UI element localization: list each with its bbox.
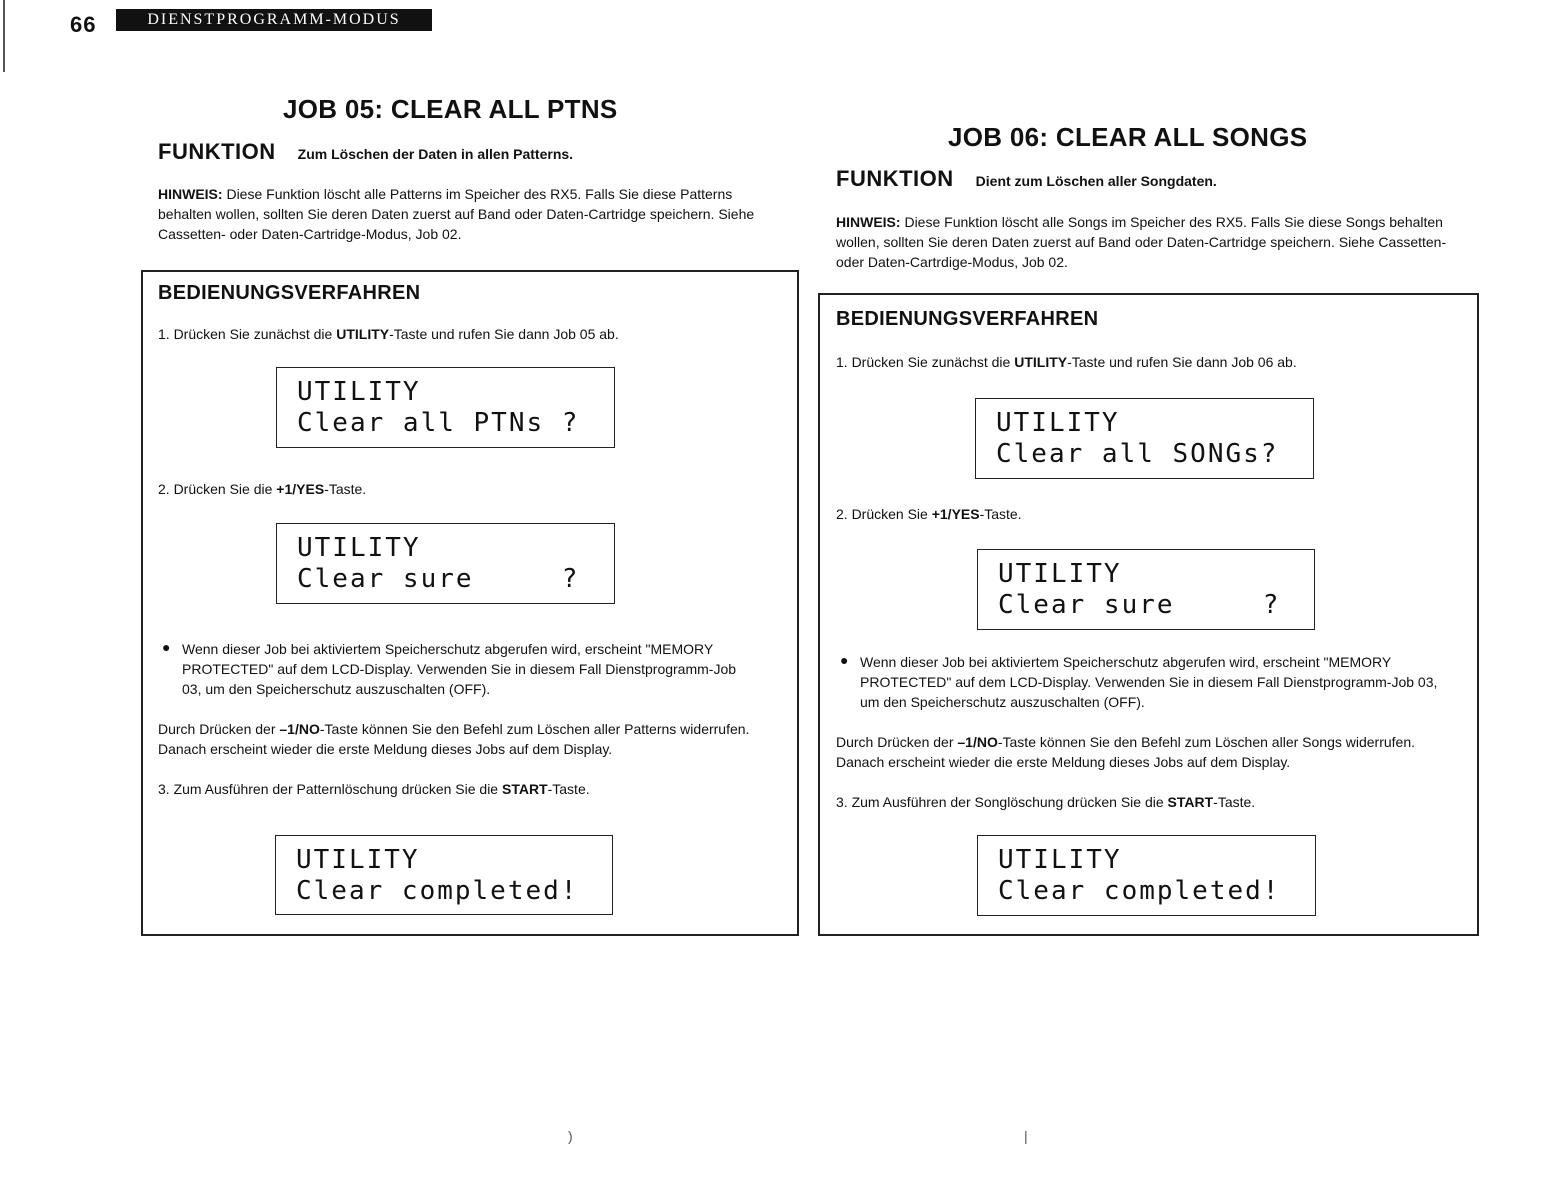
key-name: –1/NO	[279, 721, 320, 737]
note-text: -Taste können Sie den Befehl zum Löschen aller Patterns widerrufen. Danach erscheint wieder die erste Meldung dieses Jobs auf dem Display.	[158, 721, 750, 757]
key-name: START	[501, 781, 548, 797]
key-name: START	[1167, 794, 1214, 810]
job-06-lcd-2	[977, 549, 1315, 630]
funktion-label: FUNKTION	[836, 166, 954, 191]
key-name: +1/YES	[276, 481, 325, 497]
hinweis-label: HINWEIS:	[158, 186, 223, 202]
key-name: UTILITY	[1014, 354, 1068, 370]
step-text: 1. Drücken Sie zunächst die	[836, 354, 1015, 370]
key-name: +1/YES	[931, 506, 980, 522]
bullet-icon: ●	[162, 639, 171, 655]
lcd-line-2: Clear completed!	[296, 876, 579, 906]
section-header	[116, 9, 432, 31]
lcd-line-1: UTILITY	[998, 559, 1122, 589]
lcd-line-2: Clear all PTNs ?	[297, 408, 580, 438]
job-05-step-1	[158, 324, 619, 344]
lcd-line-1: UTILITY	[297, 377, 421, 407]
section-header-label: DIENSTPROGRAMM-MODUS	[147, 11, 401, 28]
job-06-step-1	[836, 352, 1297, 372]
note-text: Durch Drücken der	[158, 721, 280, 737]
job-06-hinweis	[836, 212, 1461, 272]
key-name: UTILITY	[336, 326, 390, 342]
job-05-title: JOB 05: CLEAR ALL PTNS	[283, 94, 618, 124]
job-05-cancel-note	[158, 719, 776, 759]
job-05-procedure-title: BEDIENUNGSVERFAHREN	[158, 282, 421, 304]
step-text: -Taste.	[979, 506, 1022, 522]
page-edge-rule	[3, 0, 5, 72]
step-text: 2. Drücken Sie die	[158, 481, 277, 497]
job-05-memory-note: Wenn dieser Job bei aktiviertem Speicherschutz abgerufen wird, erscheint "MEMORY PROTECTED" auf dem LCD-Display. Verwenden Sie in diesem Fall Dienstprogramm-Job 03, um den Speicherschutz auszuschalten (OFF).	[182, 641, 737, 697]
lcd-line-2: Clear all SONGs?	[996, 439, 1279, 469]
hinweis-text: Diese Funktion löscht alle Songs im Speicher des RX5. Falls Sie diese Songs behalten wollen, sollten Sie deren Daten zuerst auf Band oder Daten-Cartridge speichern. Siehe Cassetten- oder Daten-Cartrdige-Modus, Job 02.	[836, 214, 1447, 270]
lcd-line-1: UTILITY	[297, 533, 421, 563]
step-text: -Taste.	[324, 481, 367, 497]
job-05-lcd-2	[276, 523, 615, 604]
job-06-cancel-note	[836, 732, 1461, 772]
job-05-lcd-1	[276, 367, 615, 448]
step-text: 2. Drücken Sie	[836, 506, 932, 522]
note-text: -Taste können Sie den Befehl zum Löschen aller Songs widerrufen. Danach erscheint wieder die erste Meldung dieses Jobs auf dem Display.	[836, 734, 1415, 770]
step-text: -Taste und rufen Sie dann Job 06 ab.	[1067, 354, 1297, 370]
lcd-line-1: UTILITY	[996, 408, 1120, 438]
job-06-lcd-3	[977, 835, 1316, 916]
job-05-funktion-row	[158, 139, 573, 165]
funktion-description: Zum Löschen der Daten in allen Patterns.	[297, 146, 574, 162]
key-name: –1/NO	[957, 734, 998, 750]
job-06-lcd-1	[975, 398, 1314, 479]
step-text: 3. Zum Ausführen der Patternlöschung drücken Sie die	[158, 781, 502, 797]
job-05-step-3	[158, 779, 590, 799]
funktion-label: FUNKTION	[158, 139, 276, 164]
job-05-lcd-3	[275, 835, 613, 915]
step-text: -Taste.	[1213, 794, 1256, 810]
job-05-step-2	[158, 479, 366, 499]
job-06-title: JOB 06: CLEAR ALL SONGS	[948, 122, 1308, 152]
bullet-icon: ●	[840, 652, 849, 668]
scan-mark: |	[1024, 1128, 1028, 1144]
job-06-memory-note: Wenn dieser Job bei aktiviertem Speicherschutz abgerufen wird, erscheint "MEMORY PROTECTED" auf dem LCD-Display. Verwenden Sie in diesem Fall Dienstprogramm-Job 03, um den Speicherschutz auszuschalten (OFF).	[860, 654, 1438, 710]
step-text: -Taste.	[547, 781, 590, 797]
hinweis-label: HINWEIS:	[836, 214, 901, 230]
job-06-procedure-title: BEDIENUNGSVERFAHREN	[836, 308, 1099, 330]
lcd-line-2: Clear completed!	[998, 876, 1281, 906]
funktion-description: Dient zum Löschen aller Songdaten.	[975, 173, 1217, 189]
job-06-funktion-row	[836, 166, 1217, 192]
lcd-line-2: Clear sure ?	[297, 564, 580, 594]
job-05-hinweis	[158, 184, 778, 244]
hinweis-text: Diese Funktion löscht alle Patterns im Speicher des RX5. Falls Sie diese Patterns behalten wollen, sollten Sie deren Daten zuerst auf Band oder Daten-Cartridge speichern. Siehe Cassetten- oder Daten-Cartridge-Modus, Job 02.	[158, 186, 755, 242]
step-text: -Taste und rufen Sie dann Job 05 ab.	[389, 326, 619, 342]
job-06-step-3	[836, 792, 1255, 812]
note-text: Durch Drücken der	[836, 734, 958, 750]
step-text: 1. Drücken Sie zunächst die	[158, 326, 337, 342]
scan-mark: )	[568, 1128, 573, 1144]
job-06-step-2	[836, 504, 1022, 524]
step-text: 3. Zum Ausführen der Songlöschung drücken Sie die	[836, 794, 1168, 810]
lcd-line-1: UTILITY	[296, 845, 420, 875]
page-number: 66	[70, 12, 97, 37]
lcd-line-2: Clear sure ?	[998, 590, 1281, 620]
lcd-line-1: UTILITY	[998, 845, 1122, 875]
